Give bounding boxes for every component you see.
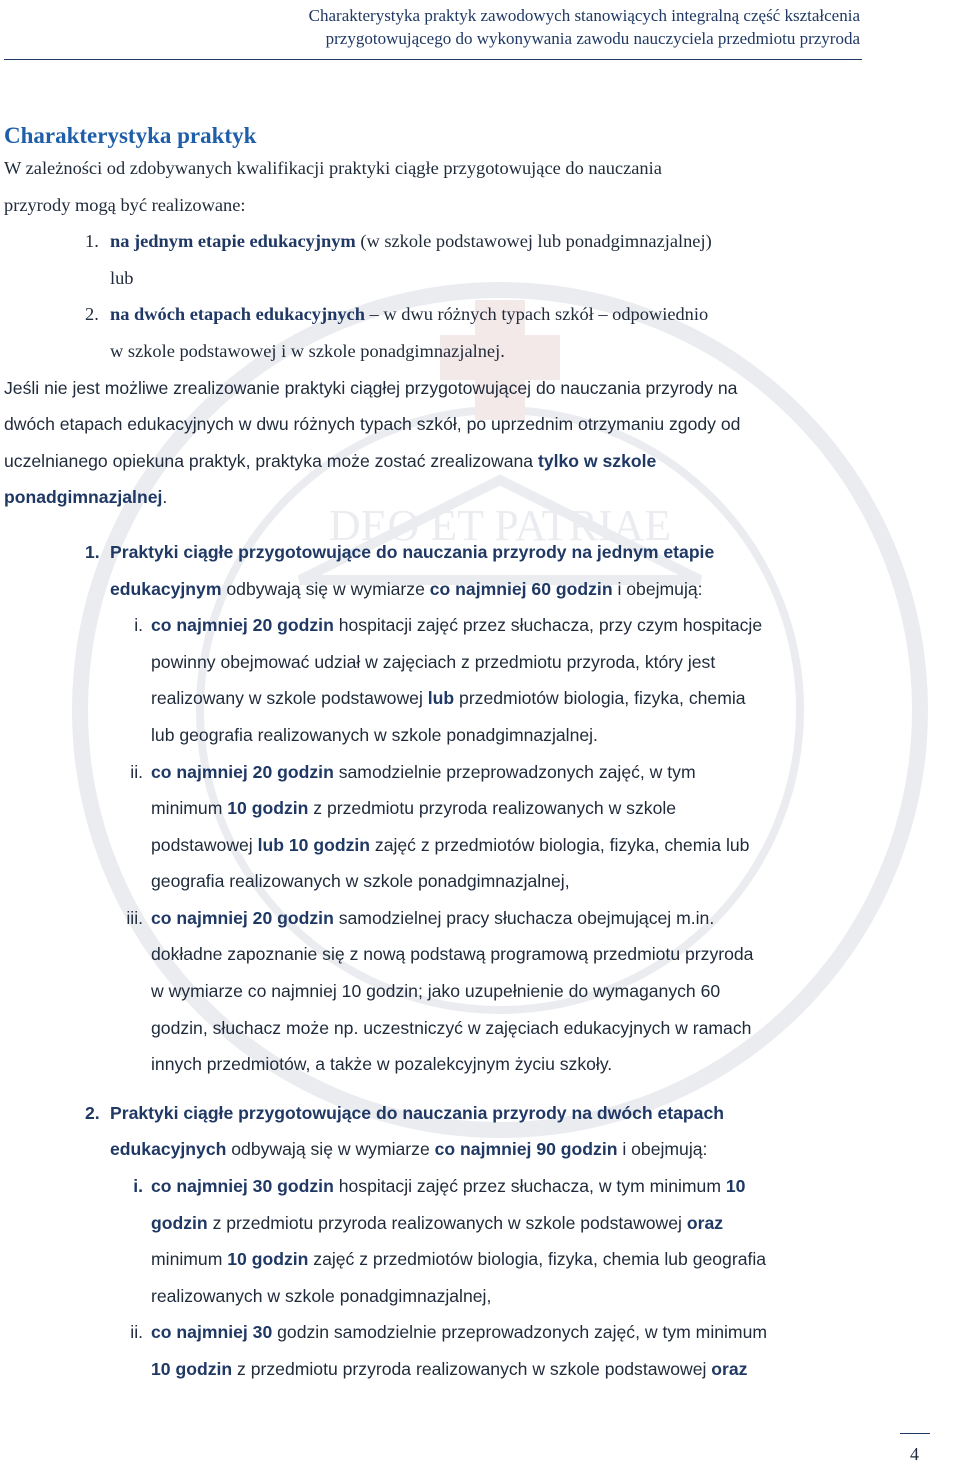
section-2: 2. Praktyki ciągłe przygotowujące do nauczania przyrody na dwóch etapach edukacyjnych odbywają się w wymiarze co najmniej 90 godzin i obejmują: i. co najmniej 30 godzin hospitacji zajęć przez słuchacza, w tym minimum 10 godzin z przedmiotu przyroda realizowanych w szkole podstawowej oraz minimum 10 godzin zajęć z przedmiotów biologia, fizyka, chemia lub geografia realizowanych w szkole ponadgimnazjalnej, ii. co najmniej 30 godzin samodzielnie przeprowadzonych zajęć, w tym minimum 10 godzin z przedmiotu przyroda realizowanych w szkole podstawowej oraz [4, 1095, 860, 1388]
list-item: ii. co najmniej 20 godzin samodzielnie przeprowadzonych zajęć, w tym minimum 10 godzin z przedmiotu przyroda realizowanych w szkole podstawowej lub 10 godzin zajęć z przedmiotów biologia, fizyka, chemia lub geografia realizowanych w szkole ponadgimnazjalnej, [130, 761, 750, 892]
section-2-heading: 2. Praktyki ciągłe przygotowujące do nauczania przyrody na dwóch etapach [85, 1102, 724, 1123]
header-divider [4, 59, 862, 60]
watermark-motto: DEO ET PATRIAE [328, 501, 672, 550]
intro-line-1: W zależności od zdobywanych kwalifikacji praktyki ciągłe przygotowujące do nauczania [4, 158, 662, 178]
section-title: Charakterystyka praktyk [4, 123, 257, 148]
page-number: 4 [900, 1433, 930, 1471]
list-item: ii. co najmniej 30 godzin samodzielnie przeprowadzonych zajęć, w tym minimum 10 godzin z przedmiotu przyroda realizowanych w szkole podstawowej oraz [130, 1322, 768, 1379]
option-number: 1. [85, 231, 99, 252]
option-bold: na dwóch etapach edukacyjnych [110, 304, 365, 325]
option-bold: na jednym etapie edukacyjnym [110, 231, 356, 252]
intro-line-2: przyrody mogą być realizowane: [4, 194, 246, 215]
list-item: i. co najmniej 30 godzin hospitacji zajęć przez słuchacza, w tym minimum 10 godzin z przedmiotu przyroda realizowanych w szkole podstawowej oraz minimum 10 godzin zajęć z przedmiotów biologia, fizyka, chemia lub geografia realizowanych w szkole ponadgimnazjalnej, [133, 1176, 767, 1306]
option-2-continued: w szkole podstawowej i w szkole ponadgimnazjalnej. [110, 340, 505, 361]
header-line-1: Charakterystyka praktyk zawodowych stanowiących integralną część kształcenia [308, 6, 860, 25]
option-2: 2. na dwóch etapach edukacyjnych – w dwu różnych typach szkół – odpowiednio [4, 296, 860, 333]
option-number: 2. [85, 304, 99, 325]
note-paragraph: Jeśli nie jest możliwe zrealizowanie praktyki ciągłej przygotowującej do nauczania przyrody na dwóch etapach edukacyjnych w dwu różnych typach szkół, po uprzednim otrzymaniu zgody od uczelnianego opiekuna praktyk, praktyka może zostać zrealizowana tylko w szkole ponadgimnazjalnej. [4, 377, 741, 508]
section-1: 1. Praktyki ciągłe przygotowujące do nauczania przyrody na jednym etapie edukacyjnym odbywają się w wymiarze co najmniej 60 godzin i obejmują: i. co najmniej 20 godzin hospitacji zajęć przez słuchacza, przy czym hospitacje powinny obejmować udział w zajęciach z przedmiotu przyroda, który jest realizowany w szkole podstawowej lub przedmiotów biologia, fizyka, chemia lub geografia realizowanych w szkole ponadgimnazjalnej. ii. co najmniej 20 godzin samodzielnie przeprowadzonych zajęć, w tym minimum 10 godzin z przedmiotu przyroda realizowanych w szkole podstawowej lub 10 godzin zajęć z przedmiotów biologia, fizyka, chemia lub geografia realizowanych w szkole ponadgimnazjalnej, iii. co najmniej 20 godzin samodzielnej pracy słuchacza obejmującej m.in. dokładne zapoznanie się z nową podstawą programową przedmiotu przyroda w wymiarze co najmniej 10 godzin; jako uzupełnienie do wymaganych 60 godzin, słuchacz może np. uczestniczyć w zajęciach edukacyjnych w ramach innych przedmiotów, a także w pozalekcyjnym życiu szkoły. [4, 534, 860, 1083]
running-header [309, 4, 860, 50]
list-item: iii. co najmniej 20 godzin samodzielnej pracy słuchacza obejmującej m.in. dokładne zapoznanie się z nową podstawą programową przedmiotu przyroda w wymiarze co najmniej 10 godzin; jako uzupełnienie do wymaganych 60 godzin, słuchacz może np. uczestniczyć w zajęciach edukacyjnych w ramach innych przedmiotów, a także w pozalekcyjnym życiu szkoły. [126, 907, 754, 1075]
header-line-2: przygotowującego do wykonywania zawodu nauczyciela przedmiotu przyroda [325, 29, 860, 48]
list-item: i. co najmniej 20 godzin hospitacji zajęć przez słuchacza, przy czym hospitacje powinny obejmować udział w zajęciach z przedmiotu przyroda, który jest realizowany w szkole podstawowej lub przedmiotów biologia, fizyka, chemia lub geografia realizowanych w szkole ponadgimnazjalnej. [134, 615, 763, 745]
option-1-continued: lub [110, 267, 134, 288]
option-1: 1. na jednym etapie edukacyjnym (w szkole podstawowej lub ponadgimnazjalnej) [4, 223, 860, 260]
section-1-heading: 1. Praktyki ciągłe przygotowujące do nauczania przyrody na jednym etapie [85, 541, 715, 562]
document-body [4, 122, 860, 1388]
